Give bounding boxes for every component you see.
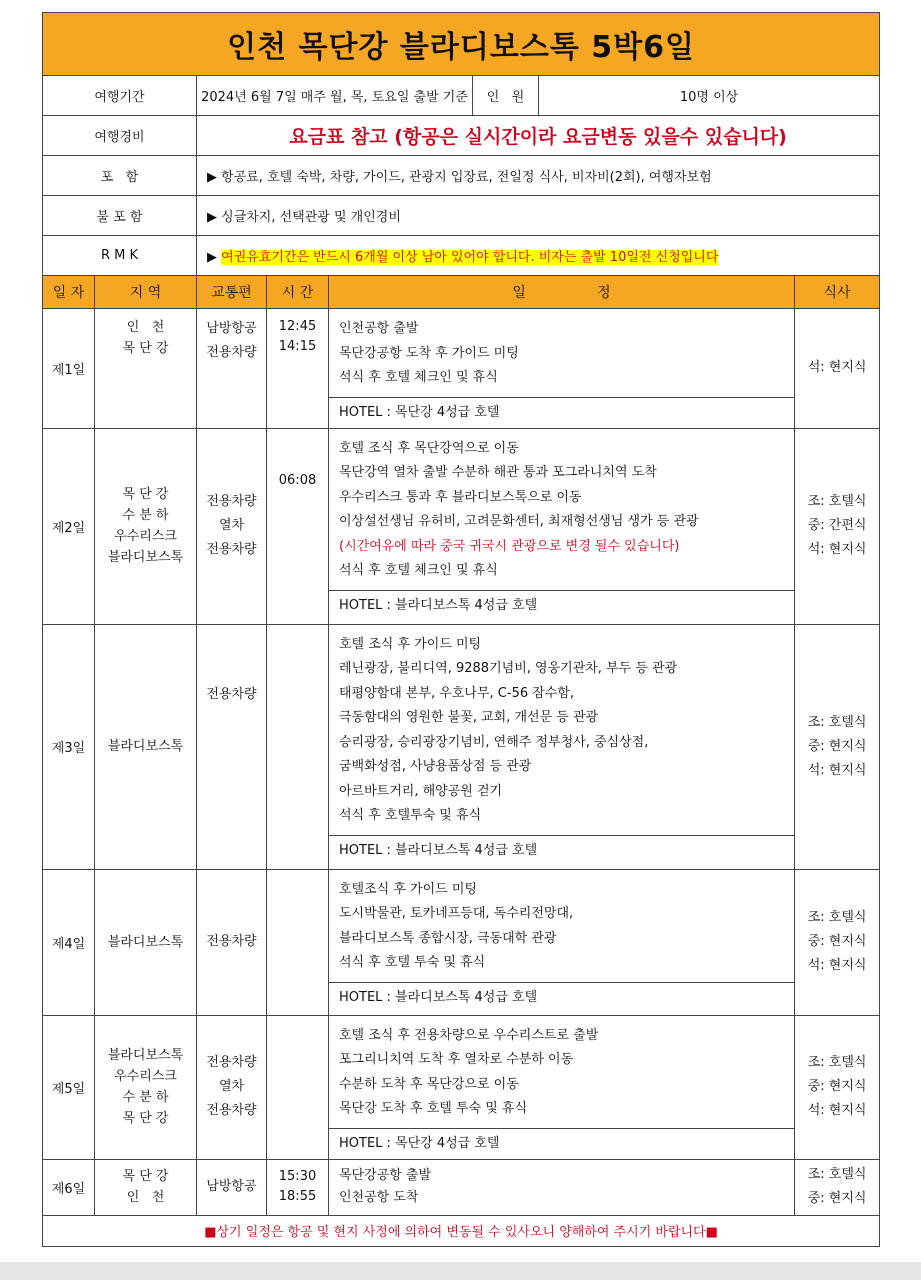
- schedule-line: 수분하 도착 후 목단강으로 이동: [339, 1076, 519, 1092]
- footer-notice: ■상기 일정은 항공 및 현지 사정에 의하여 변동될 수 있사오니 양해하여 주시기 바랍니다■: [43, 1215, 880, 1246]
- schedule-cell: [329, 624, 795, 869]
- time-line: 15:30: [278, 1169, 317, 1184]
- schedule-line: 목단강공항 도착 후 가이드 미팅: [339, 345, 519, 361]
- time-cell: [267, 1015, 329, 1159]
- region-line: 목 단 강: [122, 341, 169, 356]
- schedule-cell: [329, 309, 795, 429]
- meal-cell: [795, 624, 880, 869]
- meal-line: 석: 현지식: [807, 958, 867, 973]
- schedule-line: 이상설선생님 유허비, 고려문화센터, 최재형선생님 생가 등 관광: [339, 514, 699, 529]
- region-line: 목 단 강: [122, 1111, 169, 1126]
- rmk-notice: 여권유효기간은 반드시 6개월 이상 남아 있어야 합니다. 비자는 출발 10일전 신청입니다: [221, 250, 719, 265]
- period-label: 여행기간: [43, 76, 197, 116]
- meal-line: 조: 호텔식: [807, 910, 867, 925]
- schedule-line: 목단강 도착 후 호텔 투숙 및 휴식: [339, 1101, 528, 1116]
- region-line: 블라디보스톡: [107, 934, 184, 950]
- day-label: 제4일: [43, 869, 95, 1015]
- day-label: 제5일: [43, 1015, 95, 1159]
- include-value: ▶ 항공료, 호텔 숙박, 차량, 가이드, 관광지 입장료, 전일정 식사, 비자비(2회), 여행자보험: [197, 156, 880, 196]
- schedule-line: 우수리스크 통과 후 블라디보스톡으로 이동: [339, 489, 582, 505]
- include-label: 포 함: [43, 156, 197, 196]
- transport-line: 전용차량: [206, 494, 257, 509]
- transport-cell: [197, 1015, 267, 1159]
- schedule-line: 호텔 조식 후 가이드 미팅: [339, 636, 482, 652]
- hotel-line: HOTEL : 블라디보스톡 4성급 호텔: [329, 835, 794, 866]
- day-row: [43, 624, 880, 869]
- schedule-line: 도시박물관, 토카네프등대, 독수리전망대,: [339, 906, 574, 921]
- region-line: 우수리스크: [114, 529, 177, 544]
- schedule-line: 굼백화성점, 사냥용품상점 등 관광: [339, 759, 532, 774]
- meal-line: 중: 현지식: [807, 1191, 867, 1206]
- exclude-label: 불 포 함: [43, 196, 197, 236]
- schedule-line: 극동함대의 영원한 불꽃, 교회, 개선문 등 관광: [339, 710, 599, 725]
- schedule-line: 석식 후 호텔 체크인 및 휴식: [339, 563, 498, 578]
- page-bottom-edge: [0, 1262, 921, 1280]
- schedule-cell: [329, 1159, 795, 1215]
- transport-cell: [197, 869, 267, 1015]
- schedule-line: 태평양함대 본부, 우호나무, C-56 잠수함,: [339, 685, 575, 701]
- region-cell: [95, 1159, 197, 1215]
- region-line: 수 분 하: [122, 508, 169, 523]
- time-cell: [267, 869, 329, 1015]
- header-meal: 식사: [795, 276, 880, 309]
- schedule-header-row: [43, 276, 880, 309]
- schedule-line: 인천공항 도착: [339, 1190, 419, 1205]
- time-cell: [267, 309, 329, 429]
- transport-cell: [197, 624, 267, 869]
- transport-line: 남방항공: [206, 1179, 257, 1194]
- schedule-cell: [329, 428, 795, 624]
- meal-line: 중: 현지식: [807, 934, 867, 949]
- region-cell: [95, 624, 197, 869]
- schedule-line: 호텔조식 후 가이드 미팅: [339, 881, 477, 897]
- meal-line: 석: 현지식: [807, 542, 867, 557]
- meal-cell: [795, 1015, 880, 1159]
- transport-line: 전용차량: [206, 1103, 257, 1118]
- day-label: 제2일: [43, 428, 95, 624]
- schedule-line: 호텔 조식 후 전용차량으로 우수리스트로 출발: [339, 1027, 599, 1043]
- rmk-label: R M K: [43, 236, 197, 276]
- transport-line: 전용차량: [206, 686, 257, 702]
- transport-cell: [197, 428, 267, 624]
- schedule-line: 블라디보스톡 종합시장, 극동대학 관광: [339, 930, 557, 946]
- time-cell: [267, 624, 329, 869]
- transport-line: 열차: [218, 518, 245, 533]
- hotel-line: HOTEL : 목단강 4성급 호텔: [329, 397, 794, 428]
- schedule-line: 아르바트거리, 해양공원 걷기: [339, 783, 503, 799]
- meal-cell: [795, 428, 880, 624]
- meal-cell: [795, 869, 880, 1015]
- schedule-cell: [329, 869, 795, 1015]
- region-line: 블라디보스톡: [107, 739, 184, 754]
- day-label: 제3일: [43, 624, 95, 869]
- people-value: 10명 이상: [539, 76, 880, 116]
- exclude-value: ▶ 싱글차지, 선택관광 및 개인경비: [197, 196, 880, 236]
- schedule-line: 레닌광장, 불리디역, 9288기념비, 영웅기관차, 부두 등 관광: [339, 661, 678, 676]
- cost-value: 요금표 참고 (항공은 실시간이라 요금변동 있을수 있습니다): [197, 116, 880, 156]
- day-row: [43, 1015, 880, 1159]
- header-transport: 교통편: [197, 276, 267, 309]
- day-row: [43, 1159, 880, 1215]
- transport-line: 열차: [218, 1079, 245, 1094]
- time-cell: [267, 428, 329, 624]
- day-label: 제6일: [43, 1159, 95, 1215]
- region-cell: [95, 1015, 197, 1159]
- time-line: 14:15: [278, 339, 317, 354]
- schedule-line: 석식 후 호텔 투숙 및 휴식: [339, 955, 486, 970]
- time-line: 18:55: [278, 1189, 317, 1204]
- time-line: 12:45: [278, 319, 317, 334]
- hotel-line: HOTEL : 목단강 4성급 호텔: [329, 1128, 794, 1159]
- region-line: 목 단 강: [122, 487, 169, 502]
- schedule-line: 석식 후 호텔 체크인 및 휴식: [339, 370, 498, 385]
- meal-cell: [795, 309, 880, 429]
- meal-cell: [795, 1159, 880, 1215]
- time-line: 06:08: [278, 472, 317, 488]
- schedule-line: 목단강역 열차 출발 수분하 해관 통과 포그라니치역 도착: [339, 465, 657, 480]
- transport-line: 전용차량: [206, 345, 257, 360]
- people-label: 인 원: [473, 76, 539, 116]
- hotel-line: HOTEL : 블라디보스톡 4성급 호텔: [329, 590, 794, 621]
- day-row: [43, 309, 880, 429]
- header-schedule: 일 정: [329, 276, 795, 309]
- meal-line: 석: 현지식: [807, 1103, 867, 1118]
- transport-cell: [197, 1159, 267, 1215]
- meal-line: 중: 현지식: [807, 1079, 867, 1094]
- meal-line: 조: 호텔식: [807, 1167, 867, 1182]
- meal-line: 중: 현지식: [807, 738, 867, 754]
- schedule-line: 호텔 조식 후 목단강역으로 이동: [339, 440, 519, 456]
- meal-line: 중: 간편식: [807, 518, 867, 533]
- transport-line: 남방항공: [206, 321, 257, 336]
- region-line: 목 단 강: [122, 1169, 169, 1184]
- time-cell: [267, 1159, 329, 1215]
- schedule-note: (시간여유에 따라 중국 귀국시 관광으로 변경 될수 있습니다): [339, 538, 680, 554]
- day-row: [43, 428, 880, 624]
- hotel-line: HOTEL : 블라디보스톡 4성급 호텔: [329, 982, 794, 1013]
- region-cell: [95, 869, 197, 1015]
- header-region: 지 역: [95, 276, 197, 309]
- transport-line: 전용차량: [206, 542, 257, 557]
- header-day: 일 자: [43, 276, 95, 309]
- schedule-cell: [329, 1015, 795, 1159]
- transport-line: 전용차량: [206, 934, 257, 949]
- region-line: 우수리스크: [114, 1069, 177, 1084]
- day-label: 제1일: [43, 309, 95, 429]
- rmk-arrow: ▶: [207, 250, 217, 265]
- cost-label: 여행경비: [43, 116, 197, 156]
- region-line: 블라디보스톡: [107, 1048, 184, 1063]
- transport-line: 전용차량: [206, 1055, 257, 1070]
- schedule-line: 목단강공항 출발: [339, 1168, 432, 1183]
- region-line: 블라디보스톡: [107, 550, 184, 565]
- region-cell: [95, 309, 197, 429]
- schedule-line: 포그리니치역 도착 후 열차로 수분하 이동: [339, 1052, 574, 1067]
- region-line: 수 분 하: [122, 1090, 169, 1105]
- meal-line: 석: 현지식: [807, 360, 867, 376]
- schedule-line: 승리광장, 승리광장기념비, 연해주 정부청사, 중심상점,: [339, 734, 649, 750]
- day-row: [43, 869, 880, 1015]
- header-time: 시 간: [267, 276, 329, 309]
- rmk-cell: [197, 236, 880, 276]
- period-value: 2024년 6월 7일 매주 월, 목, 토요일 출발 기준: [197, 76, 473, 116]
- meal-line: 조: 호텔식: [807, 494, 867, 509]
- transport-cell: [197, 309, 267, 429]
- schedule-line: 석식 후 호텔투숙 및 휴식: [339, 808, 482, 823]
- page-title: 인천 목단강 블라디보스톡 5박6일: [43, 13, 880, 76]
- schedule-line: 인천공항 출발: [339, 321, 419, 336]
- region-line: 인 천: [126, 1190, 165, 1205]
- region-line: 인 천: [126, 320, 165, 335]
- itinerary-table: [42, 12, 880, 1247]
- region-cell: [95, 428, 197, 624]
- meal-line: 조: 호텔식: [807, 1055, 867, 1070]
- meal-line: 조: 호텔식: [807, 714, 867, 730]
- meal-line: 석: 현지식: [807, 762, 867, 778]
